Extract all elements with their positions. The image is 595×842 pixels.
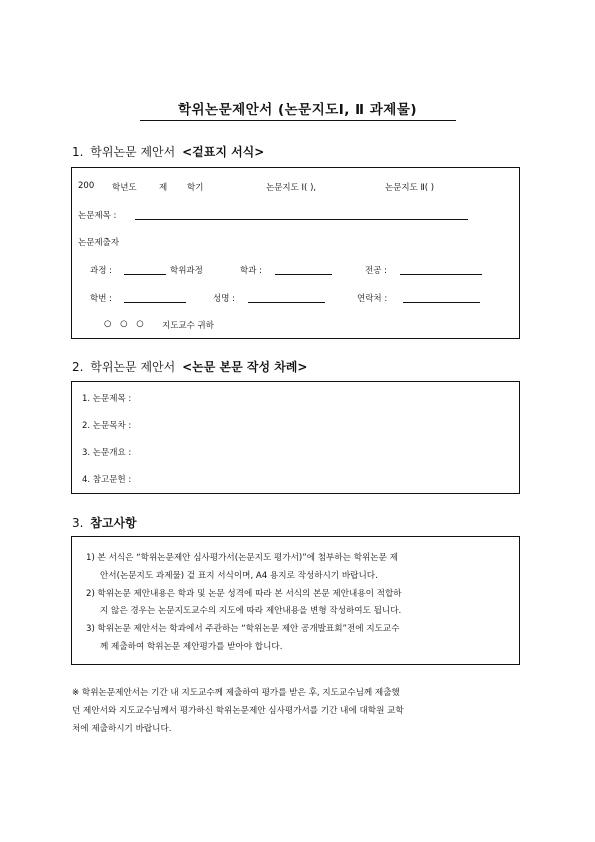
note-line: 지 않은 경우는 논문지도교수의 지도에 따라 제안내용을 변형 작성하여도 됩니다. [100,606,402,616]
title-underline [140,120,456,121]
section3-number: 3. [72,516,84,530]
note-line: 3) 학위논문 제안서는 학과에서 주관하는 “학위논문 제안 공개발표회”전에 지도교수 [86,624,400,634]
dept-field[interactable] [275,274,332,275]
name-field[interactable] [248,302,325,303]
order-item: 3. 논문개요 : [82,448,132,458]
notes-box [71,536,520,665]
cover-form-box [71,167,520,339]
order-item: 1. 논문제목 : [82,394,132,404]
major-label: 전공 : [365,266,387,276]
section1-number: 1. [72,145,84,159]
year-value: 200 [78,181,95,191]
section1-heading [72,143,264,160]
note-line: 1) 본 서식은 “학위논문제안 심사평가서(논문지도 평가서)”에 첨부하는 학위논문 제 [86,553,398,563]
note-line: 께 제출하여 학위논문 제안평가를 받아야 합니다. [100,642,283,652]
note-line: 2) 학위논문 제안내용은 학과 및 논문 성격에 따라 본 서식의 본문 제안내용이 적합하 [86,589,402,599]
footnote-line: 처에 제출하시기 바랍니다. [72,724,172,734]
thesis-title-field[interactable] [135,219,468,220]
guidance1-checkbox[interactable]: 논문지도 Ⅰ( ), [266,183,317,193]
note-line: 안서(논문지도 과제물) 겉 표지 서식이며, A4 용지로 작성하시기 바랍니다. [100,571,378,581]
name-label: 성명 : [213,294,235,304]
section2-bracket: <논문 본문 작성 차례> [182,360,308,374]
document-title: 학위논문제안서 (논문지도Ⅰ, Ⅱ 과제물) [177,102,418,118]
section2-number: 2. [72,360,84,374]
submitter-label: 논문제출자 [78,238,120,248]
term-prefix: 제 [159,183,168,193]
section2-heading [72,358,307,375]
major-field[interactable] [400,274,482,275]
student-id-label: 학번 : [90,294,112,304]
footnote-line: 던 제안서와 지도교수님께서 평가하신 학위논문제안 심사평가서를 기간 내에 대학원 교학 [72,706,404,716]
course-label: 과정 : [90,266,112,276]
footnote-line: ※ 학위논문제안서는 기간 내 지도교수께 제출하여 평가를 받은 후, 지도교수님께 제출했 [72,688,400,698]
contact-label: 연락처 : [357,294,388,304]
order-item: 4. 참고문헌 : [82,475,132,485]
order-item: 2. 논문목차 : [82,421,132,431]
order-box [71,381,520,494]
thesis-title-label: 논문제목 : [78,211,117,221]
advisor-name: ○ ○ ○ [104,319,147,329]
contact-field[interactable] [403,302,480,303]
section2-label: 학위논문 제안서 [90,360,176,374]
year-suffix: 학년도 [112,183,137,193]
student-id-field[interactable] [124,302,186,303]
course-field[interactable] [124,274,166,275]
guidance2-checkbox[interactable]: 논문지도 Ⅱ( ) [385,183,435,193]
course-suffix: 학위과정 [170,266,203,276]
dept-label: 학과 : [240,266,262,276]
section3-heading [72,514,137,531]
section1-bracket: <겉표지 서식> [182,145,265,159]
section3-label: 참고사항 [90,516,137,530]
term-suffix: 학기 [187,183,204,193]
section1-label: 학위논문 제안서 [90,145,176,159]
addressee-suffix: 지도교수 귀하 [162,321,214,331]
